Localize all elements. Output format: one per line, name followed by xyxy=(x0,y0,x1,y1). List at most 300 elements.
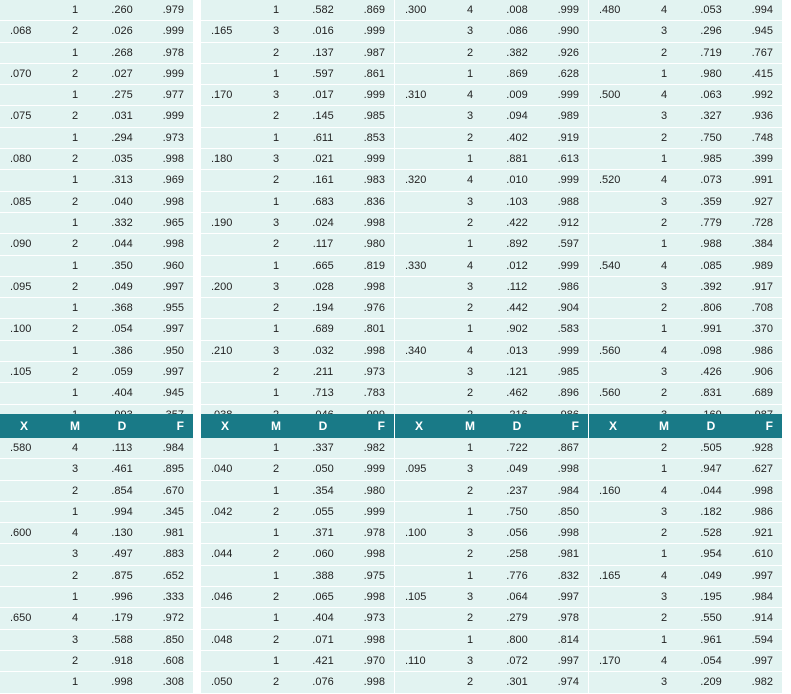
f-value: .998 xyxy=(363,548,385,561)
column-header-row xyxy=(0,414,193,438)
f-value: .945 xyxy=(751,25,773,38)
m-value: 1 xyxy=(466,238,474,251)
f-value: .999 xyxy=(557,259,579,272)
f-value: .986 xyxy=(557,280,579,293)
d-value: .382 xyxy=(506,46,528,59)
m-value: 4 xyxy=(660,259,668,272)
table-row xyxy=(0,481,193,502)
m-value: 3 xyxy=(660,505,668,518)
d-value: .112 xyxy=(506,280,528,293)
f-value: .975 xyxy=(363,569,385,582)
m-value: 3 xyxy=(660,676,668,689)
table-row xyxy=(201,170,394,191)
d-value: .027 xyxy=(111,67,133,80)
d-value: .145 xyxy=(312,110,334,123)
d-value: .103 xyxy=(506,195,528,208)
table-row xyxy=(589,481,782,502)
column-header-m: M xyxy=(70,419,80,433)
d-value: .211 xyxy=(312,366,334,379)
f-value: .981 xyxy=(557,548,579,561)
f-value: .978 xyxy=(363,527,385,540)
table-row xyxy=(589,587,782,608)
table-row xyxy=(0,438,193,459)
table-row xyxy=(589,64,782,85)
f-value: .308 xyxy=(162,676,184,689)
table-row xyxy=(395,341,588,362)
m-value: 2 xyxy=(466,484,474,497)
d-value: .194 xyxy=(312,302,334,315)
f-value: .998 xyxy=(557,463,579,476)
f-value: .914 xyxy=(751,612,773,625)
f-value: .999 xyxy=(363,463,385,476)
d-value: .528 xyxy=(700,527,722,540)
d-value: .056 xyxy=(506,527,528,540)
m-value: 4 xyxy=(660,569,668,582)
d-value: .040 xyxy=(111,195,133,208)
d-value: .179 xyxy=(111,612,133,625)
table-row xyxy=(589,362,782,383)
d-value: .182 xyxy=(700,505,722,518)
m-value: 1 xyxy=(272,195,280,208)
m-value: 2 xyxy=(466,676,474,689)
table-row xyxy=(395,481,588,502)
f-value: .384 xyxy=(751,238,773,251)
m-value: 1 xyxy=(272,654,280,667)
m-value: 2 xyxy=(660,46,668,59)
table-row xyxy=(589,43,782,64)
f-value: .767 xyxy=(751,46,773,59)
table-row xyxy=(589,256,782,277)
m-value: 1 xyxy=(71,344,79,357)
f-value: .986 xyxy=(751,505,773,518)
table-row xyxy=(0,192,193,213)
d-value: .881 xyxy=(506,153,528,166)
m-value: 1 xyxy=(466,323,474,336)
d-value: .049 xyxy=(506,463,528,476)
f-value: .608 xyxy=(162,654,184,667)
f-value: .982 xyxy=(751,676,773,689)
m-value: 2 xyxy=(272,548,280,561)
m-value: 1 xyxy=(272,323,280,336)
f-value: .978 xyxy=(557,612,579,625)
m-value: 1 xyxy=(71,89,79,102)
m-value: 2 xyxy=(272,505,280,518)
x-value: .300 xyxy=(405,4,427,16)
x-value: .040 xyxy=(211,463,233,476)
m-value: 3 xyxy=(272,216,280,229)
m-value: 2 xyxy=(272,46,280,59)
f-value: .919 xyxy=(557,131,579,144)
f-value: .345 xyxy=(162,505,184,518)
f-value: .998 xyxy=(363,676,385,689)
table-row xyxy=(395,277,588,298)
m-value: 2 xyxy=(71,25,79,38)
column-header-d: D xyxy=(512,419,522,433)
d-value: .497 xyxy=(111,548,133,561)
table-row xyxy=(589,192,782,213)
table-row xyxy=(395,85,588,106)
x-value: .210 xyxy=(211,344,233,357)
m-value: 1 xyxy=(466,505,474,518)
table-row xyxy=(201,672,394,693)
table-row xyxy=(201,106,394,127)
table-row xyxy=(395,170,588,191)
f-value: .594 xyxy=(751,633,773,646)
m-value: 4 xyxy=(660,654,668,667)
f-value: .976 xyxy=(363,302,385,315)
f-value: .627 xyxy=(751,463,773,476)
x-value: .480 xyxy=(599,4,621,16)
m-value: 1 xyxy=(71,131,79,144)
x-value: .160 xyxy=(599,484,621,497)
x-value: .600 xyxy=(10,527,32,540)
f-value: .801 xyxy=(363,323,385,336)
table-row xyxy=(395,43,588,64)
x-value: .105 xyxy=(10,366,32,379)
f-value: .999 xyxy=(557,174,579,187)
m-value: 3 xyxy=(272,89,280,102)
table-row xyxy=(589,128,782,149)
f-value: .998 xyxy=(363,633,385,646)
d-value: .065 xyxy=(312,591,334,604)
m-value: 1 xyxy=(466,67,474,80)
table-row xyxy=(0,213,193,234)
d-value: .996 xyxy=(111,591,133,604)
f-value: .850 xyxy=(162,633,184,646)
f-value: .917 xyxy=(751,280,773,293)
f-value: .969 xyxy=(162,174,184,187)
table-row xyxy=(201,234,394,255)
table-row xyxy=(0,128,193,149)
table-row xyxy=(395,523,588,544)
table-row xyxy=(395,383,588,404)
m-value: 2 xyxy=(71,195,79,208)
f-value: .998 xyxy=(162,153,184,166)
d-value: .013 xyxy=(506,344,528,357)
d-value: .195 xyxy=(700,591,722,604)
d-value: .402 xyxy=(506,131,528,144)
f-value: .998 xyxy=(363,344,385,357)
f-value: .748 xyxy=(751,131,773,144)
f-value: .999 xyxy=(363,89,385,102)
d-value: .031 xyxy=(111,110,133,123)
f-value: .983 xyxy=(363,174,385,187)
table-row xyxy=(0,106,193,127)
f-value: .998 xyxy=(162,238,184,251)
x-value: .165 xyxy=(211,25,233,38)
d-value: .719 xyxy=(700,46,722,59)
m-value: 2 xyxy=(272,633,280,646)
d-value: .505 xyxy=(700,442,722,454)
m-value: 2 xyxy=(71,569,79,582)
x-value: .048 xyxy=(211,633,233,646)
d-value: .049 xyxy=(700,569,722,582)
m-value: 2 xyxy=(71,366,79,379)
m-value: 1 xyxy=(272,387,280,400)
table-row xyxy=(201,383,394,404)
table-row xyxy=(201,85,394,106)
f-value: .896 xyxy=(557,387,579,400)
x-value: .080 xyxy=(10,153,32,166)
m-value: 1 xyxy=(71,676,79,689)
d-value: .054 xyxy=(700,654,722,667)
f-value: .998 xyxy=(162,195,184,208)
m-value: 3 xyxy=(466,463,474,476)
m-value: 3 xyxy=(466,591,474,604)
table-row xyxy=(589,523,782,544)
x-value: .085 xyxy=(10,195,32,208)
column-header-x: X xyxy=(20,419,29,433)
column-header-f: F xyxy=(765,419,773,433)
table-row xyxy=(201,192,394,213)
f-value: .980 xyxy=(363,238,385,251)
table-row xyxy=(201,21,394,42)
d-value: .354 xyxy=(312,484,334,497)
f-value: .628 xyxy=(557,67,579,80)
f-value: .981 xyxy=(162,527,184,540)
x-value: .560 xyxy=(599,344,621,357)
table-row xyxy=(201,277,394,298)
x-value: .180 xyxy=(211,153,233,166)
table-row xyxy=(0,362,193,383)
table-row xyxy=(589,0,782,21)
table-row xyxy=(0,149,193,170)
m-value: 2 xyxy=(272,174,280,187)
column-header-f: F xyxy=(377,419,385,433)
table-row xyxy=(201,341,394,362)
table-row xyxy=(395,319,588,340)
d-value: .588 xyxy=(111,633,133,646)
f-value: .977 xyxy=(162,89,184,102)
m-value: 1 xyxy=(272,612,280,625)
f-value: .998 xyxy=(751,484,773,497)
f-value: .869 xyxy=(363,4,385,16)
d-value: .800 xyxy=(506,633,528,646)
table-row xyxy=(0,277,193,298)
d-value: .327 xyxy=(700,110,722,123)
m-value: 4 xyxy=(71,442,79,454)
d-value: .426 xyxy=(700,366,722,379)
f-value: .895 xyxy=(162,463,184,476)
m-value: 1 xyxy=(466,153,474,166)
d-value: .161 xyxy=(312,174,334,187)
f-value: .999 xyxy=(557,4,579,16)
m-value: 2 xyxy=(71,110,79,123)
x-value: .044 xyxy=(211,548,233,561)
d-value: .010 xyxy=(506,174,528,187)
m-value: 2 xyxy=(272,238,280,251)
f-value: .728 xyxy=(751,216,773,229)
d-value: .611 xyxy=(312,131,334,144)
f-value: .984 xyxy=(557,484,579,497)
d-value: .117 xyxy=(312,238,334,251)
table-row xyxy=(395,192,588,213)
f-value: .955 xyxy=(162,302,184,315)
m-value: 1 xyxy=(71,591,79,604)
d-value: .055 xyxy=(312,505,334,518)
d-value: .337 xyxy=(312,442,334,454)
table-row xyxy=(395,459,588,480)
m-value: 1 xyxy=(272,527,280,540)
f-value: .994 xyxy=(751,4,773,16)
m-value: 4 xyxy=(466,89,474,102)
x-value: .105 xyxy=(405,591,427,604)
d-value: .713 xyxy=(312,387,334,400)
f-value: .998 xyxy=(363,280,385,293)
m-value: 3 xyxy=(660,280,668,293)
f-value: .689 xyxy=(751,387,773,400)
d-value: .961 xyxy=(700,633,722,646)
m-value: 2 xyxy=(466,548,474,561)
table-row xyxy=(395,64,588,85)
column-header-d: D xyxy=(117,419,127,433)
d-value: .462 xyxy=(506,387,528,400)
d-value: .260 xyxy=(111,4,133,16)
d-value: .991 xyxy=(700,323,722,336)
table-row xyxy=(0,630,193,651)
m-value: 1 xyxy=(272,484,280,497)
table-row xyxy=(395,362,588,383)
table-row xyxy=(0,566,193,587)
x-value: .190 xyxy=(211,216,233,229)
d-value: .350 xyxy=(111,259,133,272)
table-row xyxy=(201,256,394,277)
f-value: .999 xyxy=(162,67,184,80)
table-row xyxy=(589,21,782,42)
x-value: .200 xyxy=(211,280,233,293)
m-value: 1 xyxy=(660,153,668,166)
d-value: .268 xyxy=(111,46,133,59)
table-row xyxy=(0,341,193,362)
d-value: .422 xyxy=(506,216,528,229)
table-row xyxy=(395,566,588,587)
column-header-row xyxy=(201,414,394,438)
m-value: 2 xyxy=(272,302,280,315)
table-row xyxy=(395,106,588,127)
d-value: .294 xyxy=(111,131,133,144)
d-value: .582 xyxy=(312,4,334,16)
table-row xyxy=(201,43,394,64)
d-value: .121 xyxy=(506,366,528,379)
f-value: .985 xyxy=(557,366,579,379)
f-value: .960 xyxy=(162,259,184,272)
m-value: 1 xyxy=(660,238,668,251)
x-value: .320 xyxy=(405,174,427,187)
m-value: 2 xyxy=(660,527,668,540)
table-row xyxy=(589,106,782,127)
d-value: .064 xyxy=(506,591,528,604)
d-value: .386 xyxy=(111,344,133,357)
d-value: .404 xyxy=(312,612,334,625)
m-value: 3 xyxy=(272,344,280,357)
d-value: .689 xyxy=(312,323,334,336)
d-value: .421 xyxy=(312,654,334,667)
m-value: 3 xyxy=(71,463,79,476)
m-value: 1 xyxy=(272,259,280,272)
f-value: .904 xyxy=(557,302,579,315)
f-value: .999 xyxy=(363,25,385,38)
f-value: .670 xyxy=(162,484,184,497)
table-row xyxy=(395,672,588,693)
x-value: .095 xyxy=(10,280,32,293)
table-row xyxy=(589,383,782,404)
table-row xyxy=(395,651,588,672)
f-value: .974 xyxy=(557,676,579,689)
d-value: .016 xyxy=(312,25,334,38)
f-value: .997 xyxy=(162,280,184,293)
f-value: .652 xyxy=(162,569,184,582)
column-header-f: F xyxy=(571,419,579,433)
f-value: .999 xyxy=(557,344,579,357)
d-value: .279 xyxy=(506,612,528,625)
table-row xyxy=(201,362,394,383)
d-value: .776 xyxy=(506,569,528,582)
m-value: 2 xyxy=(272,591,280,604)
table-row xyxy=(589,438,782,459)
m-value: 3 xyxy=(660,25,668,38)
x-value: .170 xyxy=(211,89,233,102)
m-value: 3 xyxy=(466,366,474,379)
x-value: .560 xyxy=(599,387,621,400)
table-row xyxy=(589,502,782,523)
table-row xyxy=(201,0,394,21)
m-value: 4 xyxy=(660,344,668,357)
x-value: .100 xyxy=(405,527,427,540)
table-row xyxy=(395,256,588,277)
f-value: .979 xyxy=(162,4,184,16)
bottom-table-block-3 xyxy=(395,414,588,694)
m-value: 1 xyxy=(466,442,474,454)
table-row xyxy=(395,0,588,21)
column-header-d: D xyxy=(706,419,716,433)
f-value: .370 xyxy=(751,323,773,336)
d-value: .368 xyxy=(111,302,133,315)
d-value: .209 xyxy=(700,676,722,689)
f-value: .708 xyxy=(751,302,773,315)
x-value: .110 xyxy=(405,654,426,667)
table-row xyxy=(0,21,193,42)
d-value: .063 xyxy=(700,89,722,102)
f-value: .998 xyxy=(557,527,579,540)
bottom-table-block-1 xyxy=(0,414,193,694)
m-value: 1 xyxy=(272,67,280,80)
table-row xyxy=(589,630,782,651)
m-value: 1 xyxy=(71,216,79,229)
d-value: .296 xyxy=(700,25,722,38)
top-table-block-1 xyxy=(0,0,193,426)
x-value: .310 xyxy=(405,89,427,102)
m-value: 3 xyxy=(466,527,474,540)
d-value: .028 xyxy=(312,280,334,293)
m-value: 4 xyxy=(466,344,474,357)
m-value: 2 xyxy=(466,216,474,229)
table-row xyxy=(589,544,782,565)
f-value: .973 xyxy=(162,131,184,144)
x-value: .050 xyxy=(211,676,233,689)
m-value: 2 xyxy=(660,302,668,315)
m-value: 3 xyxy=(660,195,668,208)
f-value: .906 xyxy=(751,366,773,379)
m-value: 4 xyxy=(660,4,668,16)
table-row xyxy=(0,64,193,85)
m-value: 1 xyxy=(660,633,668,646)
d-value: .113 xyxy=(111,442,133,454)
x-value: .580 xyxy=(10,442,32,454)
table-row xyxy=(0,0,193,21)
table-row xyxy=(0,459,193,480)
table-row xyxy=(0,256,193,277)
m-value: 3 xyxy=(272,153,280,166)
